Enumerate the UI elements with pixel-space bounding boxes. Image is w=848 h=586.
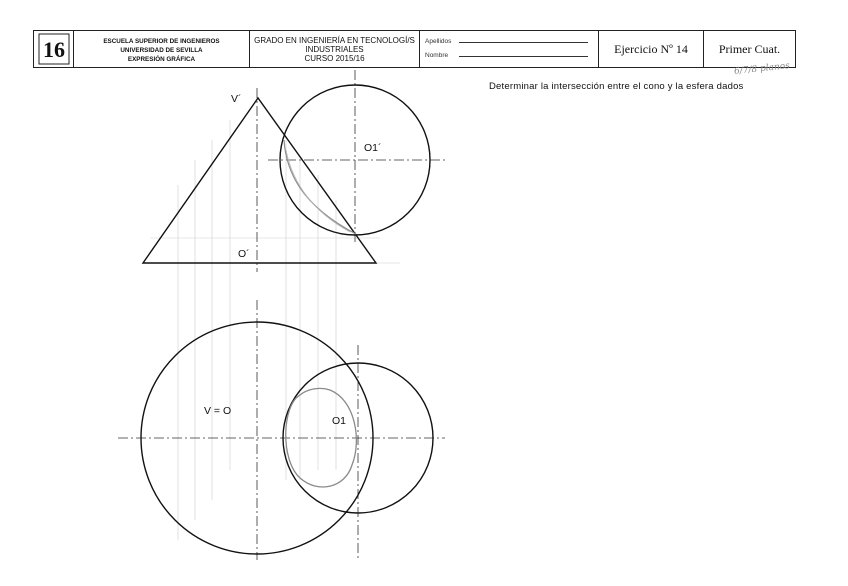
handwritten-note: 6/7/8 planos bbox=[733, 61, 791, 77]
label-o1-prime: O1´ bbox=[364, 142, 382, 154]
label-o1: O1 bbox=[332, 415, 347, 427]
semester: Primer Cuat. bbox=[718, 41, 781, 56]
course-year: CURSO 2015/16 bbox=[304, 54, 365, 63]
name-label: Nombre bbox=[425, 52, 449, 59]
exercise-number: Ejercicio Nº 14 bbox=[599, 31, 704, 67]
school-name: ESCUELA SUPERIOR DE INGENIEROS bbox=[103, 38, 220, 45]
surname-label: Apellidos bbox=[425, 38, 452, 45]
svg-text:16: 16 bbox=[42, 37, 65, 62]
department-name: EXPRESIÓN GRÁFICA bbox=[127, 56, 196, 63]
construction-lines bbox=[145, 120, 400, 540]
label-o-prime: O´ bbox=[238, 248, 250, 260]
label-v-prime: V´ bbox=[231, 93, 242, 105]
task-statement: Determinar la intersección entre el cono y la esfera dados bbox=[489, 81, 744, 92]
degree-line-1: GRADO EN INGENIERÍA EN TECNOLOGÍ/S bbox=[254, 36, 415, 45]
degree-line-2: INDUSTRIALES bbox=[305, 45, 364, 54]
university-name: UNIVERSIDAD DE SEVILLA bbox=[120, 47, 203, 54]
label-v-equals-o: V = O bbox=[204, 405, 232, 417]
